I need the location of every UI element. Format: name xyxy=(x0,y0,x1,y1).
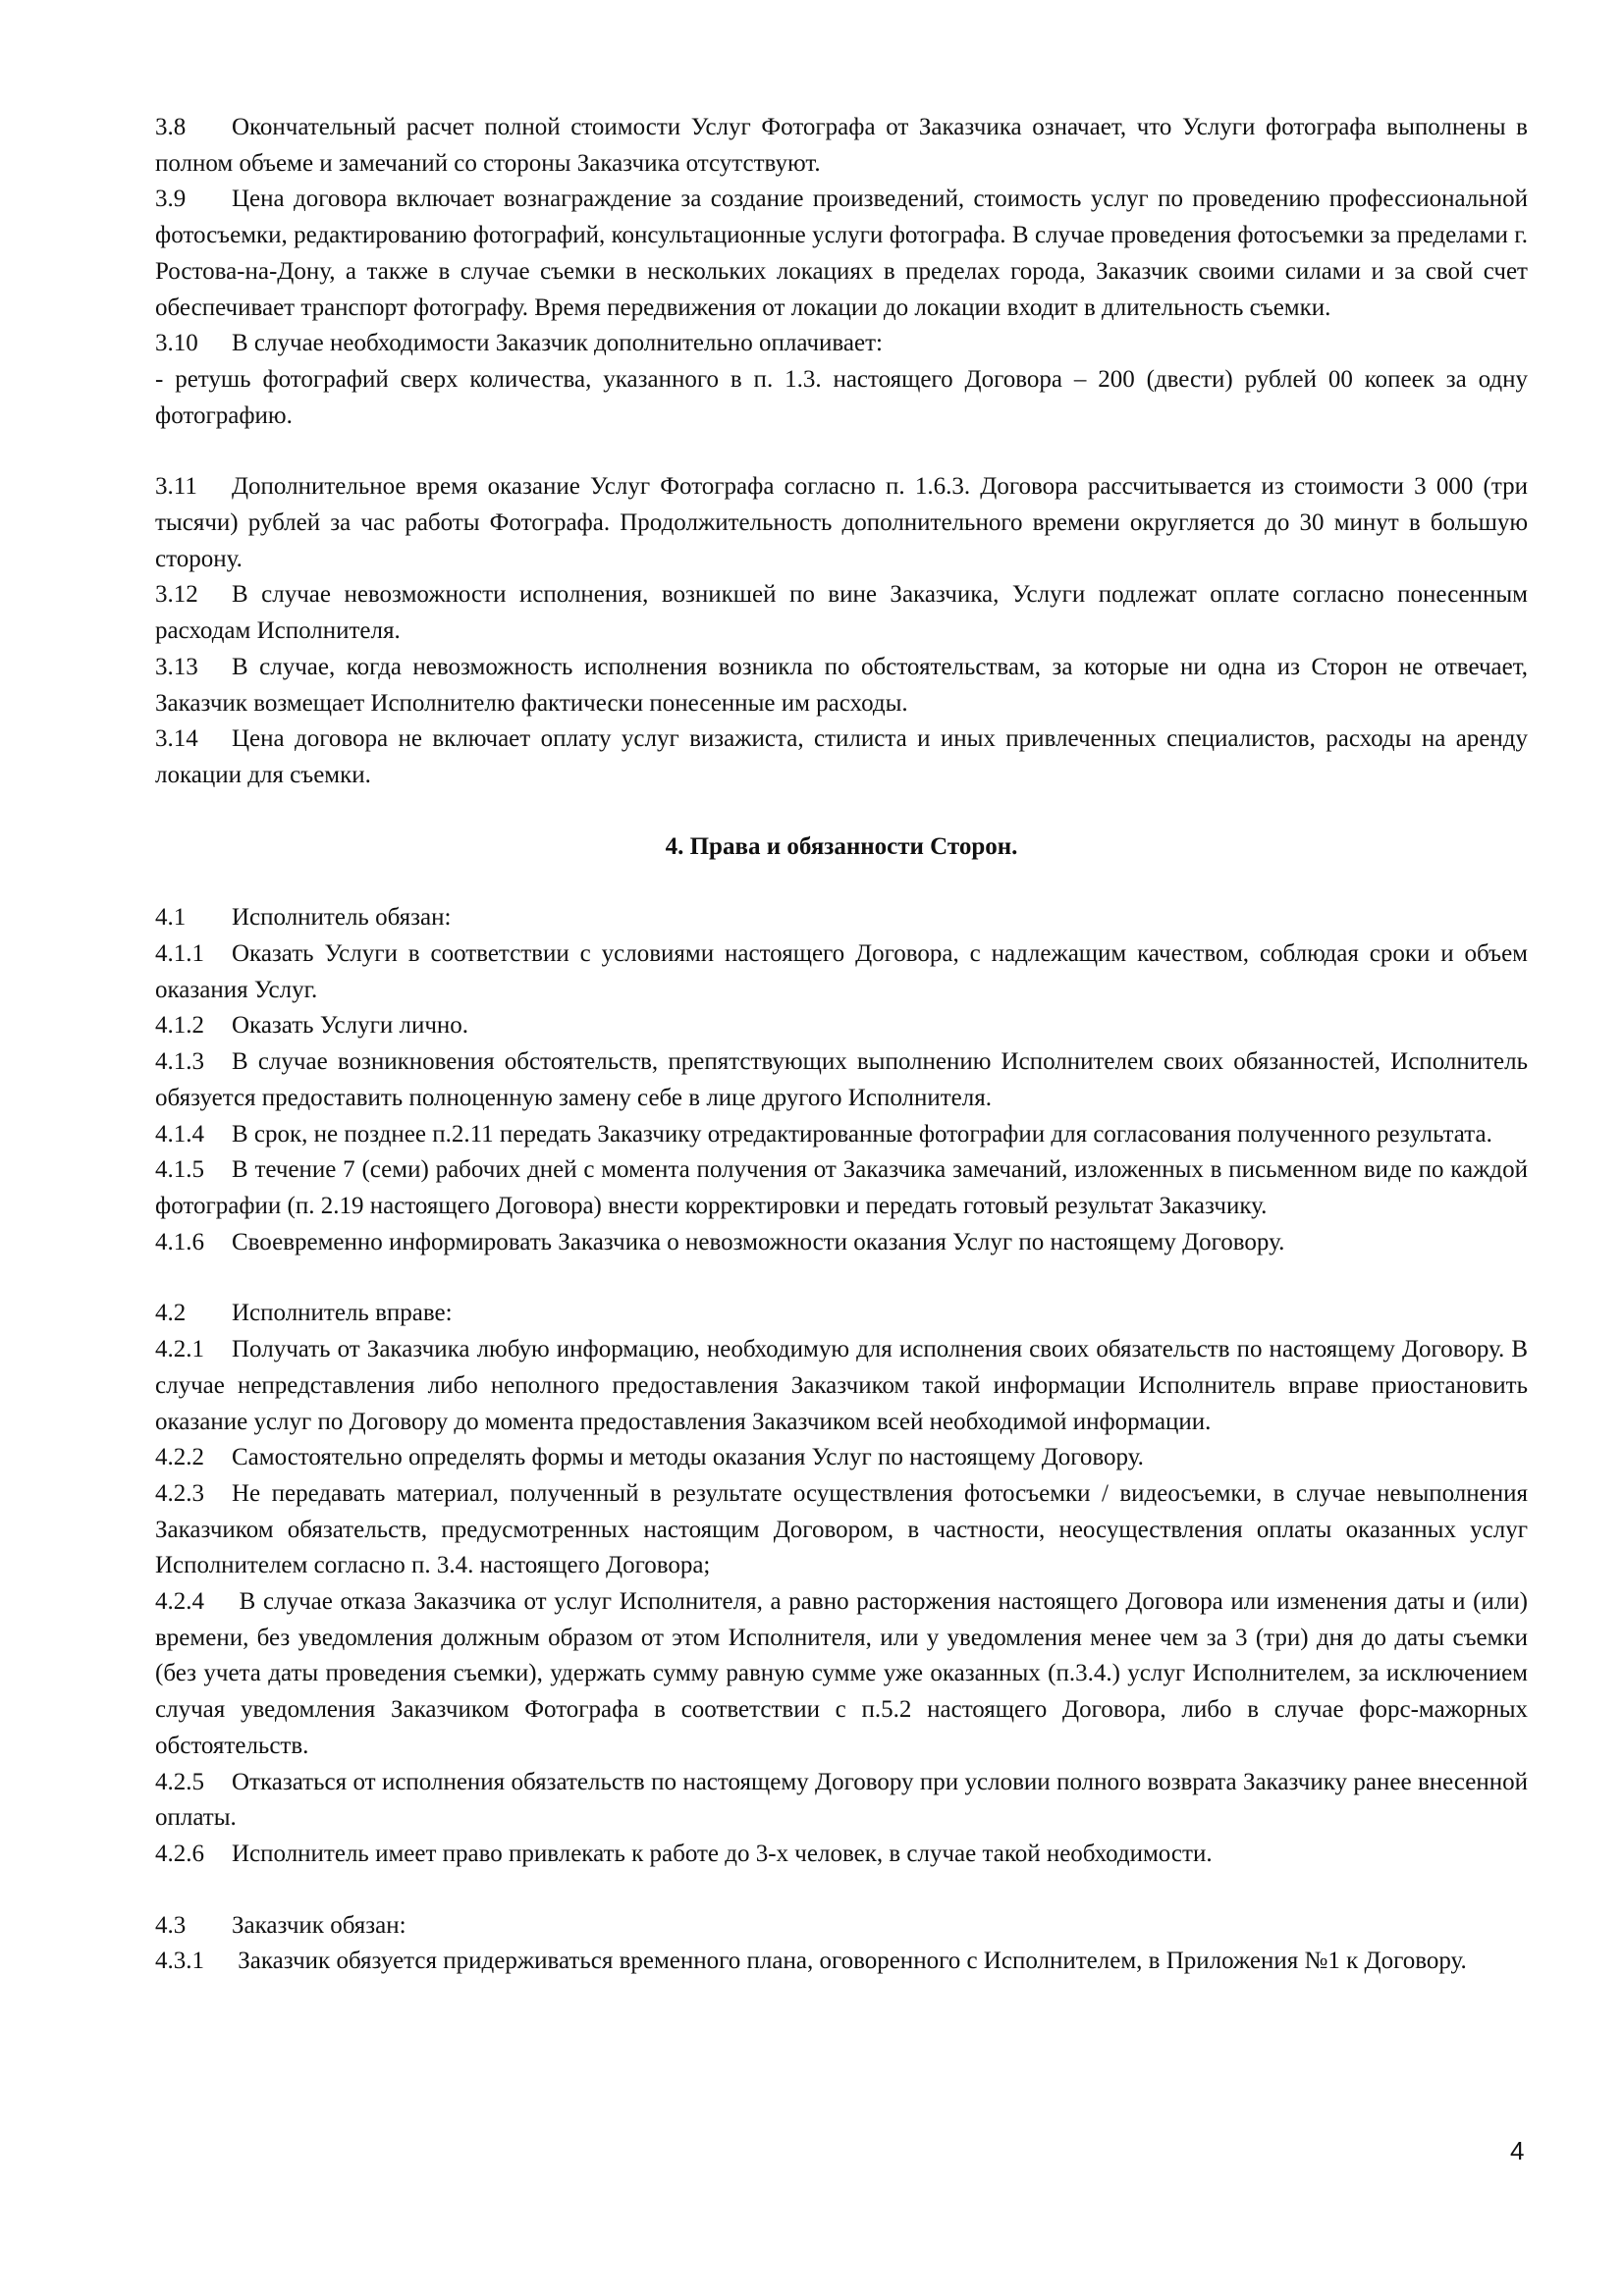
clause-3-9 xyxy=(155,182,1528,326)
clause-3-12 xyxy=(155,577,1528,649)
clause-number: 4.2.6 xyxy=(155,1840,204,1867)
clause-number: 4.2 xyxy=(155,1300,187,1327)
clause-text: В случае невозможности исполнения, возникшей по вине Заказчика, Услуги подлежат оплате согласно понесенным расходам Исполнителя. xyxy=(155,581,1528,645)
clause-number: 4.1.5 xyxy=(155,1156,204,1184)
clause-text: В случае необходимости Заказчик дополнительно оплачивает: xyxy=(232,330,883,357)
clause-number: 3.14 xyxy=(155,725,198,753)
clause-3-10 xyxy=(155,326,1528,362)
clause-number: 3.9 xyxy=(155,186,187,213)
clause-text: Исполнитель имеет право привлекать к работе до 3-х человек, в случае такой необходимости. xyxy=(232,1840,1213,1867)
clause-number: 3.8 xyxy=(155,114,187,140)
spacer xyxy=(155,794,1528,829)
clause-number: 4.1.2 xyxy=(155,1012,204,1040)
clause-4-1-2 xyxy=(155,1008,1528,1044)
spacer xyxy=(155,434,1528,469)
clause-text: В срок, не позднее п.2.11 передать Заказчику отредактированные фотографии для согласования полученного результата. xyxy=(232,1120,1492,1148)
clause-number: 3.12 xyxy=(155,581,198,609)
clause-number: 3.10 xyxy=(155,330,198,357)
clause-text: Исполнитель обязан: xyxy=(232,904,452,932)
clause-text: Исполнитель вправе: xyxy=(232,1300,453,1327)
clause-number: 4.1.1 xyxy=(155,940,204,968)
clause-text: Получать от Заказчика любую информацию, необходимую для исполнения своих обязательств по настоящему Договору. В случае непредставления либо неполного предоставления Заказчиком такой информации Исполнитель вправе приостановить оказание услуг по Договору до момента предоставления Заказчиком всей необходимой информации. xyxy=(155,1336,1528,1435)
clause-number: 4.1 xyxy=(155,904,187,932)
clause-4-1-3 xyxy=(155,1044,1528,1116)
clause-number: 4.3 xyxy=(155,1911,187,1939)
clause-3-8 xyxy=(155,110,1528,182)
clause-4-3 xyxy=(155,1908,1528,1945)
paragraph-group-3-11-to-3-14 xyxy=(155,469,1528,793)
clause-4-1-6 xyxy=(155,1225,1528,1261)
page-number: 4 xyxy=(1510,2136,1525,2165)
paragraph-group-4-1 xyxy=(155,900,1528,1260)
clause-number: 4.1.4 xyxy=(155,1120,204,1148)
clause-4-1 xyxy=(155,900,1528,936)
clause-3-11 xyxy=(155,469,1528,577)
clause-3-13 xyxy=(155,650,1528,721)
clause-text: Оказать Услуги в соответствии с условиями настоящего Договора, с надлежащим качеством, соблюдая сроки и объем оказания Услуг. xyxy=(155,940,1528,1003)
clause-4-1-4 xyxy=(155,1117,1528,1153)
clause-number: 4.2.5 xyxy=(155,1768,204,1795)
spacer xyxy=(155,865,1528,900)
clause-text: Окончательный расчет полной стоимости Услуг Фотографа от Заказчика означает, что Услуги фотографа выполнены в полном объеме и замечаний со стороны Заказчика отсутствуют. xyxy=(155,114,1528,177)
clause-number: 4.2.1 xyxy=(155,1336,204,1363)
section-title: 4. Права и обязанности Сторон. xyxy=(665,832,1018,860)
clause-text: В случае отказа Заказчика от услуг Исполнителя, а равно расторжения настоящего Договора или изменения даты и (или) времени, без уведомления должным образом от этом Исполнителя, или у уведомления менее чем за 3 (три) дня до даты съемки (без учета даты проведения съемки), удержать сумму равную сумме уже оказанных (п.3.4.) услуг Исполнителем, за исключением случая уведомления Заказчиком Фотографа в соответствии с п.5.2 настоящего Договора, либо в случае форс-мажорных обстоятельств. xyxy=(155,1588,1528,1759)
clause-text: Не передавать материал, полученный в результате осуществления фотосъемки / видеосъемки, в случае невыполнения Заказчиком обязательств, предусмотренных настоящим Договором, в частности, неосуществления оплаты оказанных услуг Исполнителем согласно п. 3.4. настоящего Договора; xyxy=(155,1479,1528,1579)
clause-4-1-5 xyxy=(155,1152,1528,1224)
paragraph-group-3-8-to-3-10 xyxy=(155,110,1528,434)
clause-text: В случае возникновения обстоятельств, препятствующих выполнению Исполнителем своих обязанностей, Исполнитель обязуется предоставить полноценную замену себе в лице другого Исполнителя. xyxy=(155,1048,1528,1111)
clause-text: Цена договора включает вознаграждение за создание произведений, стоимость услуг по проведению профессиональной фотосъемки, редактированию фотографий, консультационные услуги фотографа. В случае проведения фотосъемки за пределами г. Ростова-на-Дону, а также в случае съемки в нескольких локациях в пределах города, Заказчик своими силами и за свой счет обеспечивает транспорт фотографу. Время передвижения от локации до локации входит в длительность съемки. xyxy=(155,186,1528,321)
clause-text: В случае, когда невозможность исполнения возникла по обстоятельствам, за которые ни одна из Сторон не отвечает, Заказчик возмещает Исполнителю фактически понесенные им расходы. xyxy=(155,653,1528,717)
clause-number: 3.13 xyxy=(155,653,198,680)
clause-number: 3.11 xyxy=(155,473,197,501)
clause-text: Заказчик обязан: xyxy=(232,1911,406,1939)
clause-text: Заказчик обязуется придерживаться временного плана, оговоренного с Исполнителем, в Приложения №1 к Договору. xyxy=(232,1948,1467,1975)
spacer xyxy=(155,1873,1528,1908)
clause-4-2 xyxy=(155,1296,1528,1332)
clause-number: 4.2.3 xyxy=(155,1479,204,1507)
clause-number: 4.1.6 xyxy=(155,1228,204,1255)
clause-text: Дополнительное время оказание Услуг Фотографа согласно п. 1.6.3. Договора рассчитывается из стоимости 3 000 (три тысячи) рублей за час работы Фотографа. Продолжительность дополнительного времени округляется до 30 минут в большую сторону. xyxy=(155,473,1528,572)
clause-text: Оказать Услуги лично. xyxy=(232,1012,469,1040)
paragraph-group-4-3 xyxy=(155,1908,1528,1980)
clause-number: 4.1.3 xyxy=(155,1048,204,1076)
clause-text: В течение 7 (семи) рабочих дней с момента получения от Заказчика замечаний, изложенных в письменном виде по каждой фотографии (п. 2.19 настоящего Договора) внести корректировки и передать готовый результат Заказчику. xyxy=(155,1156,1528,1219)
clause-4-2-2 xyxy=(155,1440,1528,1476)
clause-3-10-item xyxy=(155,362,1528,434)
document-page xyxy=(155,110,1528,1980)
clause-4-1-1 xyxy=(155,936,1528,1008)
clause-4-2-3 xyxy=(155,1476,1528,1584)
clause-number: 4.2.2 xyxy=(155,1444,204,1471)
clause-4-2-6 xyxy=(155,1837,1528,1873)
clause-number: 4.3.1 xyxy=(155,1948,204,1975)
clause-4-3-1 xyxy=(155,1944,1528,1980)
clause-text: Отказаться от исполнения обязательств по настоящему Договору при условии полного возврата Заказчику ранее внесенной оплаты. xyxy=(155,1768,1528,1832)
clause-4-2-5 xyxy=(155,1765,1528,1837)
clause-4-2-1 xyxy=(155,1332,1528,1440)
paragraph-group-4-2 xyxy=(155,1296,1528,1872)
clause-text: Цена договора не включает оплату услуг визажиста, стилиста и иных привлеченных специалистов, расходы на аренду локации для съемки. xyxy=(155,725,1528,788)
clause-3-14 xyxy=(155,721,1528,793)
clause-4-2-4 xyxy=(155,1584,1528,1765)
clause-text: Самостоятельно определять формы и методы оказания Услуг по настоящему Договору. xyxy=(232,1444,1144,1471)
spacer xyxy=(155,1260,1528,1296)
clause-number: 4.2.4 xyxy=(155,1588,204,1616)
clause-text: - ретушь фотографий сверх количества, указанного в п. 1.3. настоящего Договора – 200 (двести) рублей 00 копеек за одну фотографию. xyxy=(155,365,1528,429)
clause-text: Своевременно информировать Заказчика о невозможности оказания Услуг по настоящему Договору. xyxy=(232,1228,1285,1255)
